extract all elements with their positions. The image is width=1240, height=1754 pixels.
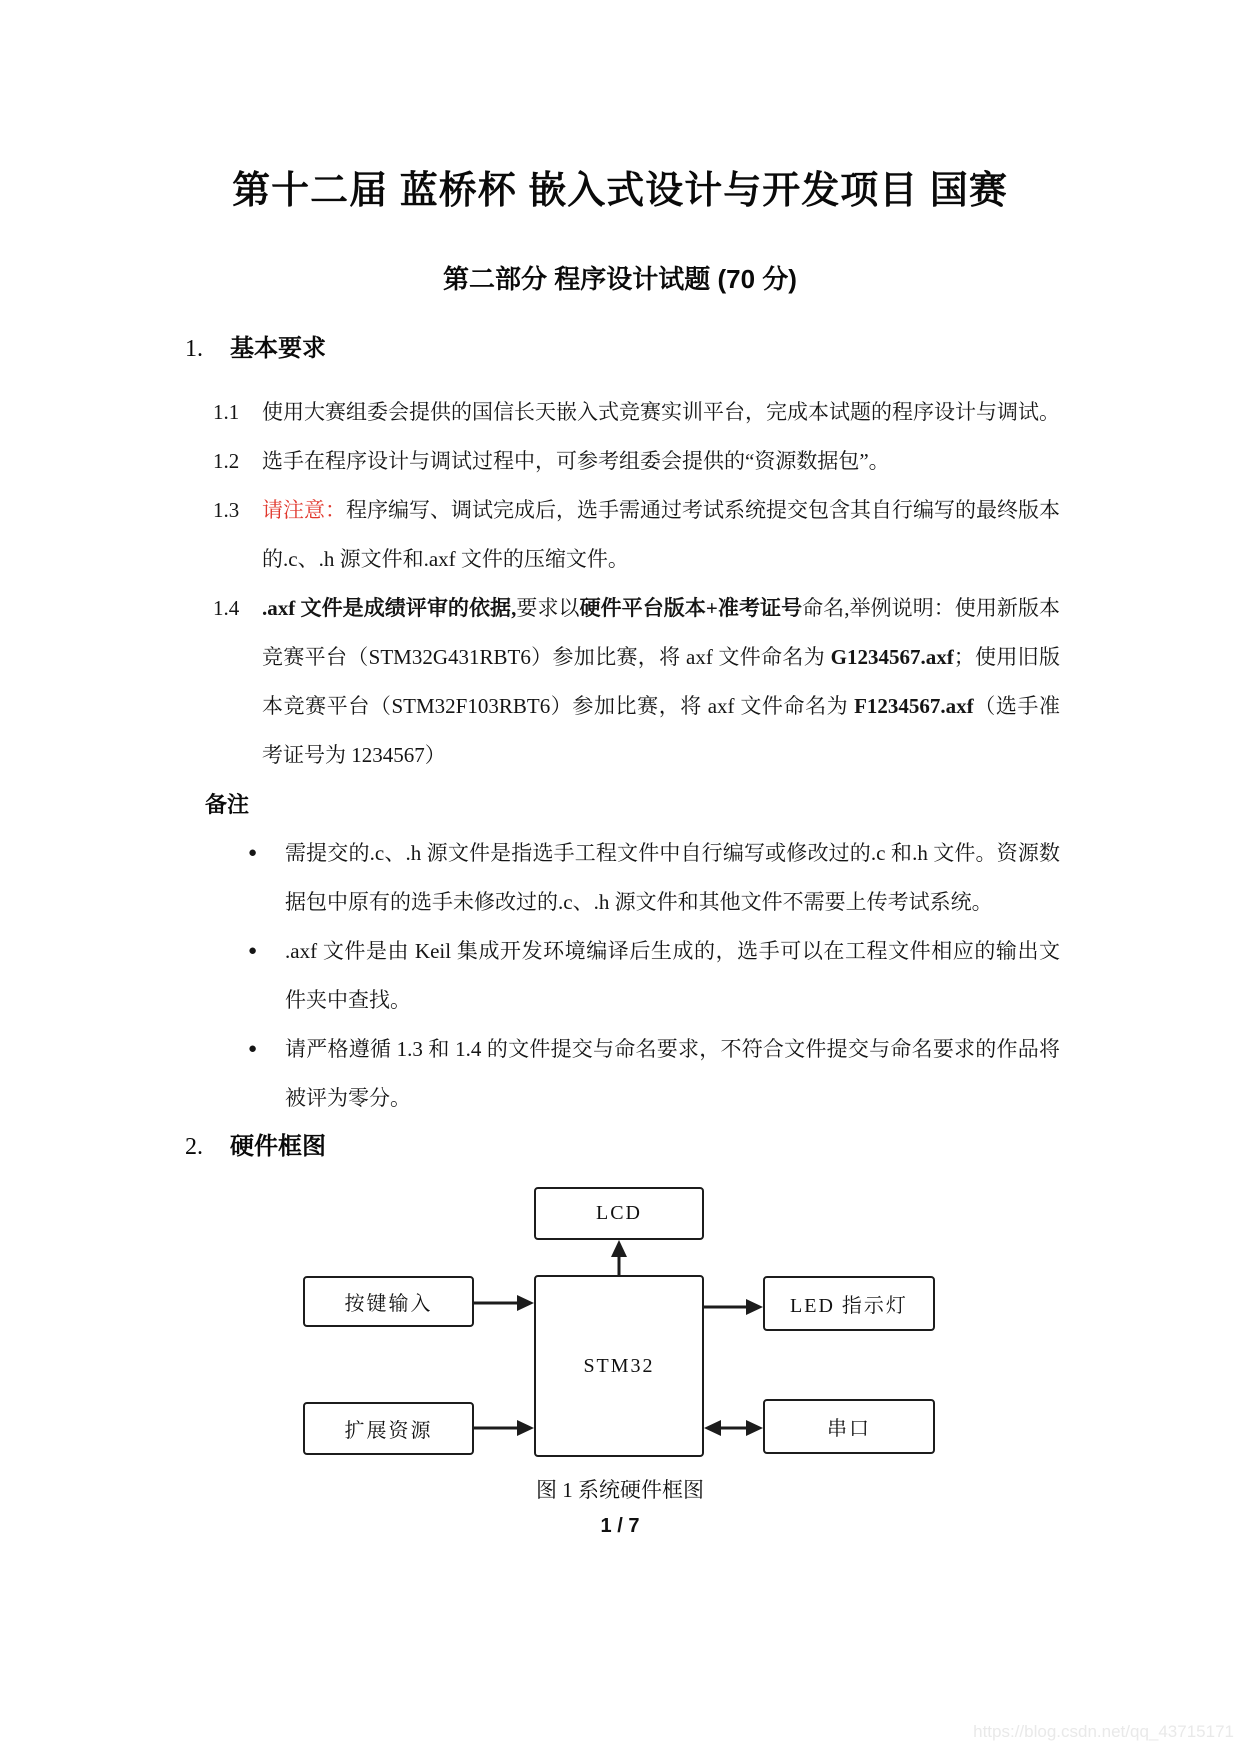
arrowhead-right-icon <box>746 1299 763 1315</box>
document-body <box>180 388 1060 1172</box>
note-bullet-item <box>180 1025 1060 1123</box>
bullet-icon: ● <box>248 1041 258 1057</box>
list-item-number: 1.4 <box>213 596 240 620</box>
list-item-1-2 <box>180 437 1060 486</box>
bullet-text-run: 请严格遵循 1.3 和 1.4 的文件提交与命名要求，不符合文件提交与命名要求的作品将被评为零分。 <box>285 1037 1060 1110</box>
bullet-icon: ● <box>248 845 258 861</box>
arrowhead-right-icon <box>517 1420 534 1436</box>
bullet-text-run: 需提交的.c、.h 源文件是指选手工程文件中自行编写或修改过的.c 和.h 文件。资源数据包中原有的选手未修改过的.c、.h 源文件和其他文件不需要上传考试系统。 <box>285 841 1060 914</box>
arrowhead-left-icon <box>704 1420 721 1436</box>
document-subtitle: 第二部分 程序设计试题 (70 分) <box>443 264 797 294</box>
arrowhead-up-icon <box>611 1240 627 1257</box>
list-item-text <box>262 584 1060 780</box>
section-title: 硬件框图 <box>230 1134 326 1160</box>
list-item-1-4 <box>180 584 1060 780</box>
bullet-text <box>285 1025 1060 1123</box>
section-heading-hardware-diagram <box>180 1123 1060 1172</box>
document-title: 第十二届 蓝桥杯 嵌入式设计与开发项目 国赛 <box>232 170 1008 212</box>
list-item-number: 1.1 <box>213 400 240 424</box>
diagram-arrows <box>0 1187 1240 1457</box>
arrowhead-right-icon <box>517 1295 534 1311</box>
diagram-node-label: LED 指示灯 <box>790 1295 908 1317</box>
diagram-node-label: 串口 <box>827 1418 871 1440</box>
text-run: 命名,举例说明：使用新版本竞赛平台（STM32G431RBT6）参加比赛，将 axf 文件命名为 <box>262 596 1061 669</box>
list-item-1-3 <box>180 486 1060 584</box>
page-number: 1 / 7 <box>600 1515 640 1537</box>
diagram-node-label: 按键输入 <box>344 1293 433 1315</box>
note-bullet-item <box>180 829 1060 927</box>
bullet-text <box>285 927 1060 1025</box>
bold-run: F1234567.axf <box>854 694 974 718</box>
text-run: ；使用旧版本竞赛平台（STM32F103RBT6）参加比赛，将 axf 文件命名为 <box>262 645 1061 718</box>
warning-label: 请注意： <box>262 498 346 522</box>
list-item-text <box>262 486 1060 584</box>
bold-run: 硬件平台版本+准考证号 <box>579 596 803 620</box>
list-item-text-run: 选手在程序设计与调试过程中，可参考组委会提供的“资源数据包”。 <box>262 449 890 473</box>
section-heading-basic-requirements <box>180 333 1060 365</box>
section-number: 1. <box>185 336 203 362</box>
section-title: 基本要求 <box>230 336 326 362</box>
diagram-node-label: STM32 <box>583 1354 655 1377</box>
list-item-1-1 <box>180 388 1060 437</box>
bullet-text-run: .axf 文件是由 Keil 集成开发环境编译后生成的，选手可以在工程文件相应的输出文件夹中查找。 <box>285 939 1060 1012</box>
list-item-number: 1.2 <box>213 449 240 473</box>
watermark-url: https://blog.csdn.net/qq_43715171 <box>973 1722 1234 1741</box>
diagram-node-label: 扩展资源 <box>344 1420 433 1442</box>
list-item-text <box>262 388 1060 437</box>
section-number: 2. <box>185 1134 203 1160</box>
bold-run: .axf 文件是成绩评审的依据, <box>262 596 517 620</box>
bullet-text <box>285 829 1060 927</box>
list-item-number: 1.3 <box>213 498 240 522</box>
diagram-node-label: LCD <box>596 1202 642 1224</box>
figure-caption: 图 1 系统硬件框图 <box>536 1478 704 1502</box>
notes-heading: 备注 <box>205 792 250 817</box>
bullet-icon: ● <box>248 943 258 959</box>
hardware-block-diagram <box>0 1187 1240 1457</box>
bold-run: G1234567.axf <box>830 645 954 669</box>
note-bullet-item <box>180 927 1060 1025</box>
arrowhead-right-icon <box>746 1420 763 1436</box>
text-run: 要求以 <box>516 596 580 620</box>
list-item-text-run: 使用大赛组委会提供的国信长天嵌入式竞赛实训平台，完成本试题的程序设计与调试。 <box>262 400 1060 424</box>
list-item-text-run: 程序编写、调试完成后，选手需通过考试系统提交包含其自行编写的最终版本的.c、.h 源文件和.axf 文件的压缩文件。 <box>262 498 1060 571</box>
list-item-text <box>262 437 1060 486</box>
text-run: （选手准考证号为 1234567） <box>262 694 1061 767</box>
